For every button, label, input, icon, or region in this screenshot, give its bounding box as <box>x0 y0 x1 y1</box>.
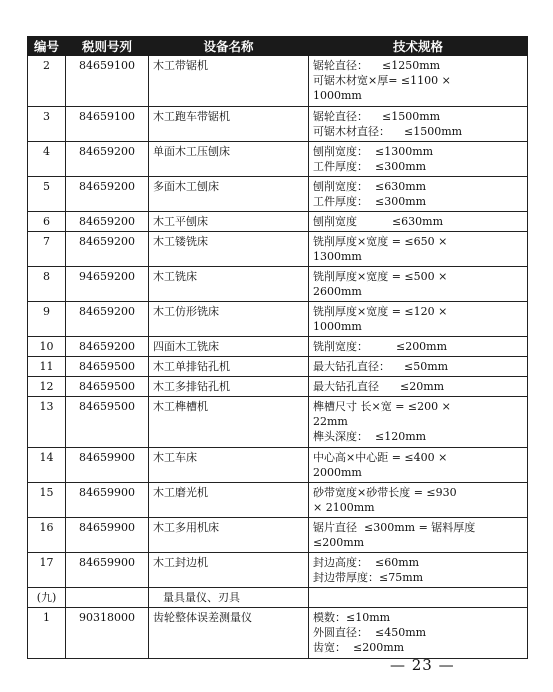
equipment-name: 齿轮整体误差测量仪 <box>149 608 309 659</box>
technical-spec <box>309 56 528 107</box>
row-number: 10 <box>28 337 66 357</box>
spec-line: 齿宽： ≤200mm <box>313 641 405 654</box>
technical-spec <box>309 337 528 357</box>
equipment-name: 木工铣床 <box>149 267 309 302</box>
equipment-name: 量具量仪、刃具 <box>149 588 309 608</box>
table-row <box>28 397 528 448</box>
row-number: 15 <box>28 483 66 518</box>
spec-line: 刨削宽度： ≤630mm <box>313 180 427 193</box>
tariff-code: 84659900 <box>66 448 149 483</box>
equipment-name: 木工多排钻孔机 <box>149 377 309 397</box>
equipment-name: 木工跑车带锯机 <box>149 107 309 142</box>
spec-line: 铣削厚度×宽度 = ≤500 × <box>313 270 448 283</box>
tariff-code: 84659200 <box>66 212 149 232</box>
spec-line: 榫槽尺寸 长×宽 = ≤200 × <box>313 400 451 413</box>
technical-spec <box>309 553 528 588</box>
table-row <box>28 337 528 357</box>
technical-spec <box>309 518 528 553</box>
row-number: 1 <box>28 608 66 659</box>
table-row <box>28 56 528 107</box>
technical-spec <box>309 212 528 232</box>
row-number: 6 <box>28 212 66 232</box>
row-number: 13 <box>28 397 66 448</box>
tariff-code: 84659900 <box>66 518 149 553</box>
table-row <box>28 212 528 232</box>
technical-spec <box>309 232 528 267</box>
spec-line: 最大钻孔直径 ≤20mm <box>313 380 445 393</box>
table-row <box>28 518 528 553</box>
page-number: — 23 — <box>390 656 455 674</box>
table-row <box>28 377 528 397</box>
spec-line: 可锯木材直径： ≤1500mm <box>313 125 463 138</box>
spec-line: 外圆直径： ≤450mm <box>313 626 427 639</box>
table-row <box>28 448 528 483</box>
equipment-name: 木工带锯机 <box>149 56 309 107</box>
equipment-name: 木工多用机床 <box>149 518 309 553</box>
technical-spec <box>309 397 528 448</box>
row-number: 12 <box>28 377 66 397</box>
spec-line: 锯轮直径： ≤1500mm <box>313 110 441 123</box>
spec-line: 模数：≤10mm <box>313 611 391 624</box>
tariff-code: 84659500 <box>66 377 149 397</box>
header-technical-spec: 技术规格 <box>309 37 528 56</box>
tariff-code: 94659200 <box>66 267 149 302</box>
spec-line: 锯片直径 ≤300mm = 锯料厚度 <box>313 521 476 534</box>
spec-line: 1000mm <box>313 89 362 102</box>
spec-line: 2600mm <box>313 285 362 298</box>
spec-line: × 2100mm <box>313 501 375 514</box>
spec-line: 工件厚度： ≤300mm <box>313 160 427 173</box>
spec-line: 中心高×中心距 = ≤400 × <box>313 451 448 464</box>
spec-line: 最大钻孔直径： ≤50mm <box>313 360 449 373</box>
spec-line: 工件厚度： ≤300mm <box>313 195 427 208</box>
spec-line: 22mm <box>313 415 348 428</box>
tariff-code: 84659200 <box>66 302 149 337</box>
technical-spec <box>309 448 528 483</box>
tariff-code: 84659500 <box>66 397 149 448</box>
tariff-code: 90318000 <box>66 608 149 659</box>
equipment-name: 木工平刨床 <box>149 212 309 232</box>
technical-spec <box>309 483 528 518</box>
spec-line: 锯轮直径： ≤1250mm <box>313 59 441 72</box>
header-number: 编号 <box>28 37 66 56</box>
table-row <box>28 302 528 337</box>
equipment-name: 木工榫槽机 <box>149 397 309 448</box>
technical-spec <box>309 588 528 608</box>
row-number: 3 <box>28 107 66 142</box>
row-number: 8 <box>28 267 66 302</box>
tariff-code: 84659100 <box>66 107 149 142</box>
spec-line: 1300mm <box>313 250 362 263</box>
technical-spec <box>309 142 528 177</box>
spec-line: 榫头深度： ≤120mm <box>313 430 427 443</box>
tariff-code: 84659200 <box>66 337 149 357</box>
table-row <box>28 553 528 588</box>
spec-line: 1000mm <box>313 320 362 333</box>
equipment-name: 单面木工压刨床 <box>149 142 309 177</box>
tariff-code: 84659900 <box>66 483 149 518</box>
table-row <box>28 142 528 177</box>
equipment-name: 四面木工铣床 <box>149 337 309 357</box>
spec-line: 铣削宽度： ≤200mm <box>313 340 448 353</box>
tariff-code <box>66 588 149 608</box>
equipment-name: 木工磨光机 <box>149 483 309 518</box>
technical-spec <box>309 177 528 212</box>
table-row <box>28 483 528 518</box>
equipment-name: 木工封边机 <box>149 553 309 588</box>
equipment-name: 木工镂铣床 <box>149 232 309 267</box>
spec-line: 铣削厚度×宽度 = ≤120 × <box>313 305 448 318</box>
technical-spec <box>309 608 528 659</box>
row-number: 9 <box>28 302 66 337</box>
technical-spec <box>309 377 528 397</box>
spec-line: 刨削宽度： ≤1300mm <box>313 145 434 158</box>
technical-spec <box>309 357 528 377</box>
section-row <box>28 588 528 608</box>
table-row <box>28 267 528 302</box>
table-row <box>28 608 528 659</box>
table-row <box>28 357 528 377</box>
row-number: 16 <box>28 518 66 553</box>
equipment-name: 多面木工刨床 <box>149 177 309 212</box>
spec-line: 封边带厚度：≤75mm <box>313 571 424 584</box>
row-number: 14 <box>28 448 66 483</box>
row-number: (九) <box>28 588 66 608</box>
table-header-row <box>28 37 528 56</box>
technical-spec <box>309 267 528 302</box>
equipment-table <box>27 36 528 659</box>
spec-line: 刨削宽度 ≤630mm <box>313 215 444 228</box>
spec-line: 2000mm <box>313 466 362 479</box>
row-number: 5 <box>28 177 66 212</box>
row-number: 2 <box>28 56 66 107</box>
header-tariff-code: 税则号列 <box>66 37 149 56</box>
row-number: 7 <box>28 232 66 267</box>
header-equipment-name: 设备名称 <box>149 37 309 56</box>
tariff-code: 84659500 <box>66 357 149 377</box>
tariff-code: 84659100 <box>66 56 149 107</box>
tariff-code: 84659200 <box>66 177 149 212</box>
equipment-name: 木工单排钻孔机 <box>149 357 309 377</box>
row-number: 11 <box>28 357 66 377</box>
equipment-name: 木工仿形铣床 <box>149 302 309 337</box>
table-row <box>28 107 528 142</box>
table-row <box>28 177 528 212</box>
tariff-code: 84659200 <box>66 142 149 177</box>
table-row <box>28 232 528 267</box>
tariff-code: 84659900 <box>66 553 149 588</box>
spec-line: 砂带宽度×砂带长度 = ≤930 <box>313 486 457 499</box>
spec-line: 可锯木材宽×厚= ≤1100 × <box>313 74 451 87</box>
tariff-code: 84659200 <box>66 232 149 267</box>
equipment-name: 木工车床 <box>149 448 309 483</box>
technical-spec <box>309 107 528 142</box>
spec-line: 铣削厚度×宽度 = ≤650 × <box>313 235 448 248</box>
row-number: 17 <box>28 553 66 588</box>
spec-line: ≤200mm <box>313 536 365 549</box>
technical-spec <box>309 302 528 337</box>
row-number: 4 <box>28 142 66 177</box>
spec-line: 封边高度： ≤60mm <box>313 556 420 569</box>
